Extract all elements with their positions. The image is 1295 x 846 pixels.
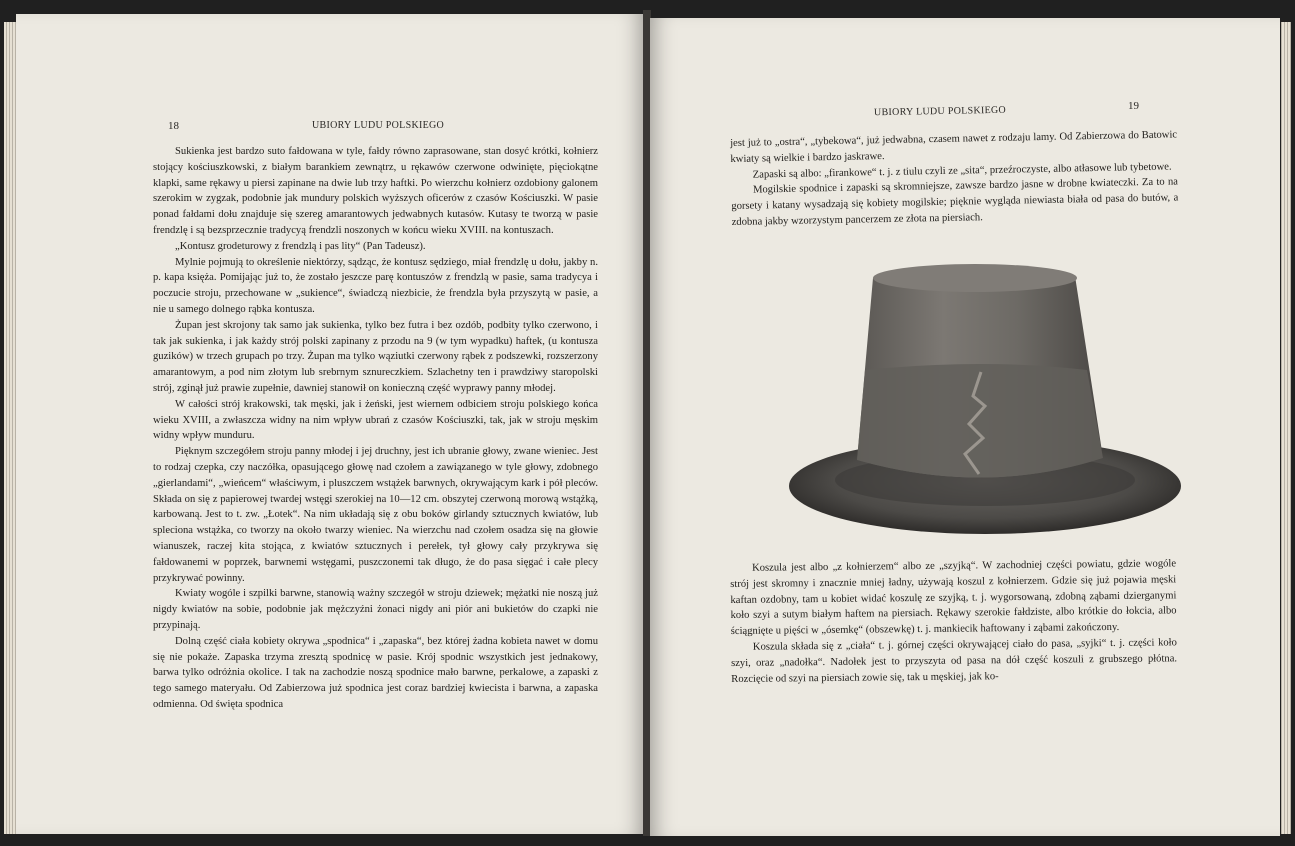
left-page — [16, 14, 644, 834]
page-number: 19 — [1128, 100, 1139, 112]
hat-band — [857, 364, 1103, 478]
paragraph: Zapaski są albo: „firankowe“ t. j. z tiulu czyli ze „sita“, przeźroczyste, albo atłasowe lub tybetowe. — [752, 161, 1172, 181]
hat-top — [873, 264, 1077, 292]
text-column-bottom — [730, 556, 1177, 687]
right-page — [650, 18, 1280, 836]
paragraph: jest już to „ostra“, „tybekowa“, już jedwabna, czasem nawet z rodzaju lamy. Od Zabierzowa do Batowic kwiaty są wielkie i bardzo jaskrawe. — [730, 129, 1178, 165]
page-number: 18 — [168, 120, 179, 132]
paragraph: „Kontusz grodeturowy z frendzlą i pas lity“ (Pan Tadeusz). — [175, 240, 426, 252]
paragraph: Koszula jest albo „z kołnierzem“ albo ze „szyjką“. W zachodniej części powiatu, gdzie wogóle strój jest skromny i znacznie mniej ładny, używają koszul z kołnierzem. Gdzie się już pojawia męski kaftan ozdobny, tam u kobiet widać koszulę ze szyjką, t. j. wygorsowaną, zdobną ząbami dzierganymi koło szyi a sutym białym haftem na piersiach. Rękawy szerokie fałdziste, albo krótkie do łokcia, albo ściągnięte u pięści w „ósemkę“ (obszewkę) t. j. mankiecik haftowany i ząbami zakończony. — [730, 558, 1177, 638]
paragraph: Mylnie pojmują to określenie niektórzy, sądząc, że kontusz sędziego, miał frendzlę u dołu, jakby n. p. kapa księża. Pomijając już to, że zostało jeszcze parę kontuszów z frendzlą w pasie, sama tradycya i poczucie stroju, przechowane w „sukience“, świadczą niezbicie, że frendzla była przyszytą w pasie, a nie u samego dolnego rąbka kontusza. — [153, 256, 598, 315]
paragraph: Pięknym szczegółem stroju panny młodej i jej druchny, jest ich ubranie głowy, zwane wieniec. Jest to rodzaj czepka, czy naczółka, opasującego głowę nad czołem a zawiązanego w tyle głowy, zdobnego „gierlandami“, „wieńcem“ właściwym, i pluszczem wstążek barwnych, okrywającym kark i pół pleców. Składa on się z papierowej twardej wstęgi szerokiej na 10—12 cm. obszytej czerwoną morową wstążką, karbowaną. Jest to t. zw. „Łotek“. Na nim układają się z obu boków girlandy sztucznych kwiatów, lub spleciona wstążka, co tworzy na około twarzy wieniec. Na wierzchu nad czołem osadza się na głowie wianuszek, raczej kita stojąca, z kwiatów sztucznych i perełek, tył głowy cały przykrywa się fałdowanemi w poprzek, barwnemi wstęgami, puszczonemi tak długo, że do pasa sięgać i całe plecy przykrywać powinny. — [153, 446, 598, 584]
paragraph: Sukienka jest bardzo suto fałdowana w tyle, fałdy równo zaprasowane, stan dosyć krótki, kołnierz stojący kościuszkowski, z białym barankiem zewnątrz, u rękawów czerwone odwinięte, pięciokątne klapki, same rękawy u piersi zapinane na dwie lub trzy haftki. Po wierzchu kołnierz ozdobiony galonem szerokim w zygzak, podobnie jak mundury polskich wyższych oficerów z czasów Kościuszki. W pasie ponad fałdami dołu znajduje się szereg amarantowych jedwabnych kutasów. Kutasy te tworzą w pasie frendzlę i są bezsprzecznie tradycyą frendzli noszonych w końcu wieku XVIII. na kontuszach. — [153, 146, 598, 236]
paragraph: Dolną część ciała kobiety okrywa „spodnica“ i „zapaska“, bez której żadna kobieta nawet w domu się nie pokaże. Zapaska trzyma zresztą spodnicę w pasie. Krój spodnic wszystkich jest jednakowy, barwa tylko odróżnia okolice. I tak na zachodzie noszą spodnice mało barwne, perkalowe, a zapaski z tego samego materyału. Od Zabierzowa już spodnica jest coraz bardziej kwiecista i barwna, a zapaska odmienna. Od święta spodnica — [153, 635, 598, 710]
paragraph: Żupan jest skrojony tak samo jak sukienka, tylko bez futra i bez ozdób, podbity tylko czerwono, i tak jak sukienka, i jak każdy strój polski zapinany z przodu na 9 (w tym wypadku) haftek, (u kontusza guzików) w trzech grupach po trzy. Żupan ma tylko wąziutki czerwony rąbek z podszewki, rozszerzony amarantowym, a pod nim złotym lub srebrnym sznureczkiem. Szlachetny ten i prawdziwy staropolski strój, zginął już prawie zupełnie, dawniej stanowił on konieczną część wyprawy panny młodej. — [153, 319, 598, 394]
paragraph: W całości strój krakowski, tak męski, jak i żeński, jest wiernem odbiciem stroju polskiego końca wieku XVIII, a zwłaszcza widny na nim wpływ ubrań z czasów Kościuszki, tak, jak w stroju męskim widny wpływ munduru. — [153, 398, 598, 442]
paragraph: Koszula składa się z „ciała“ t. j. górnej części okrywającej ciało do pasa, „syjki“ t. j. części koło szyi, oraz „nadołka“. Nadołek jest to przyszyta od pasa na dół część koszuli z grubszego płótna. Rozcięcie od szyi na piersiach zowie się, tak u męskiej, jak ko- — [731, 637, 1178, 685]
paragraph: Kwiaty wogóle i szpilki barwne, stanowią ważny szczegół w stroju dziewek; mężatki nie noszą już nigdy kwiatów na sobie, podobnie jak mężczyźni żonaci nigdy ani piór ani bukietów do czapki nie przypinają. — [153, 588, 598, 631]
running-header: UBIORY LUDU POLSKIEGO — [312, 120, 445, 131]
page-stack-right — [1281, 22, 1291, 834]
text-column-top — [730, 127, 1179, 230]
text-column — [153, 144, 598, 713]
running-header: UBIORY LUDU POLSKIEGO — [873, 104, 1007, 119]
hat-photograph — [785, 248, 1185, 548]
paragraph: Mogilskie spodnice i zapaski są skromniejsze, zawsze bardzo jasne w drobne kwiateczki. Za to na gorsety i katany wysadzają się kobiety mogilskie; pięknie wygląda niewiasta biała od pasa do butów, a zdobna jakby wzorzystym pancerzem ze złota na piersiach. — [731, 176, 1179, 228]
